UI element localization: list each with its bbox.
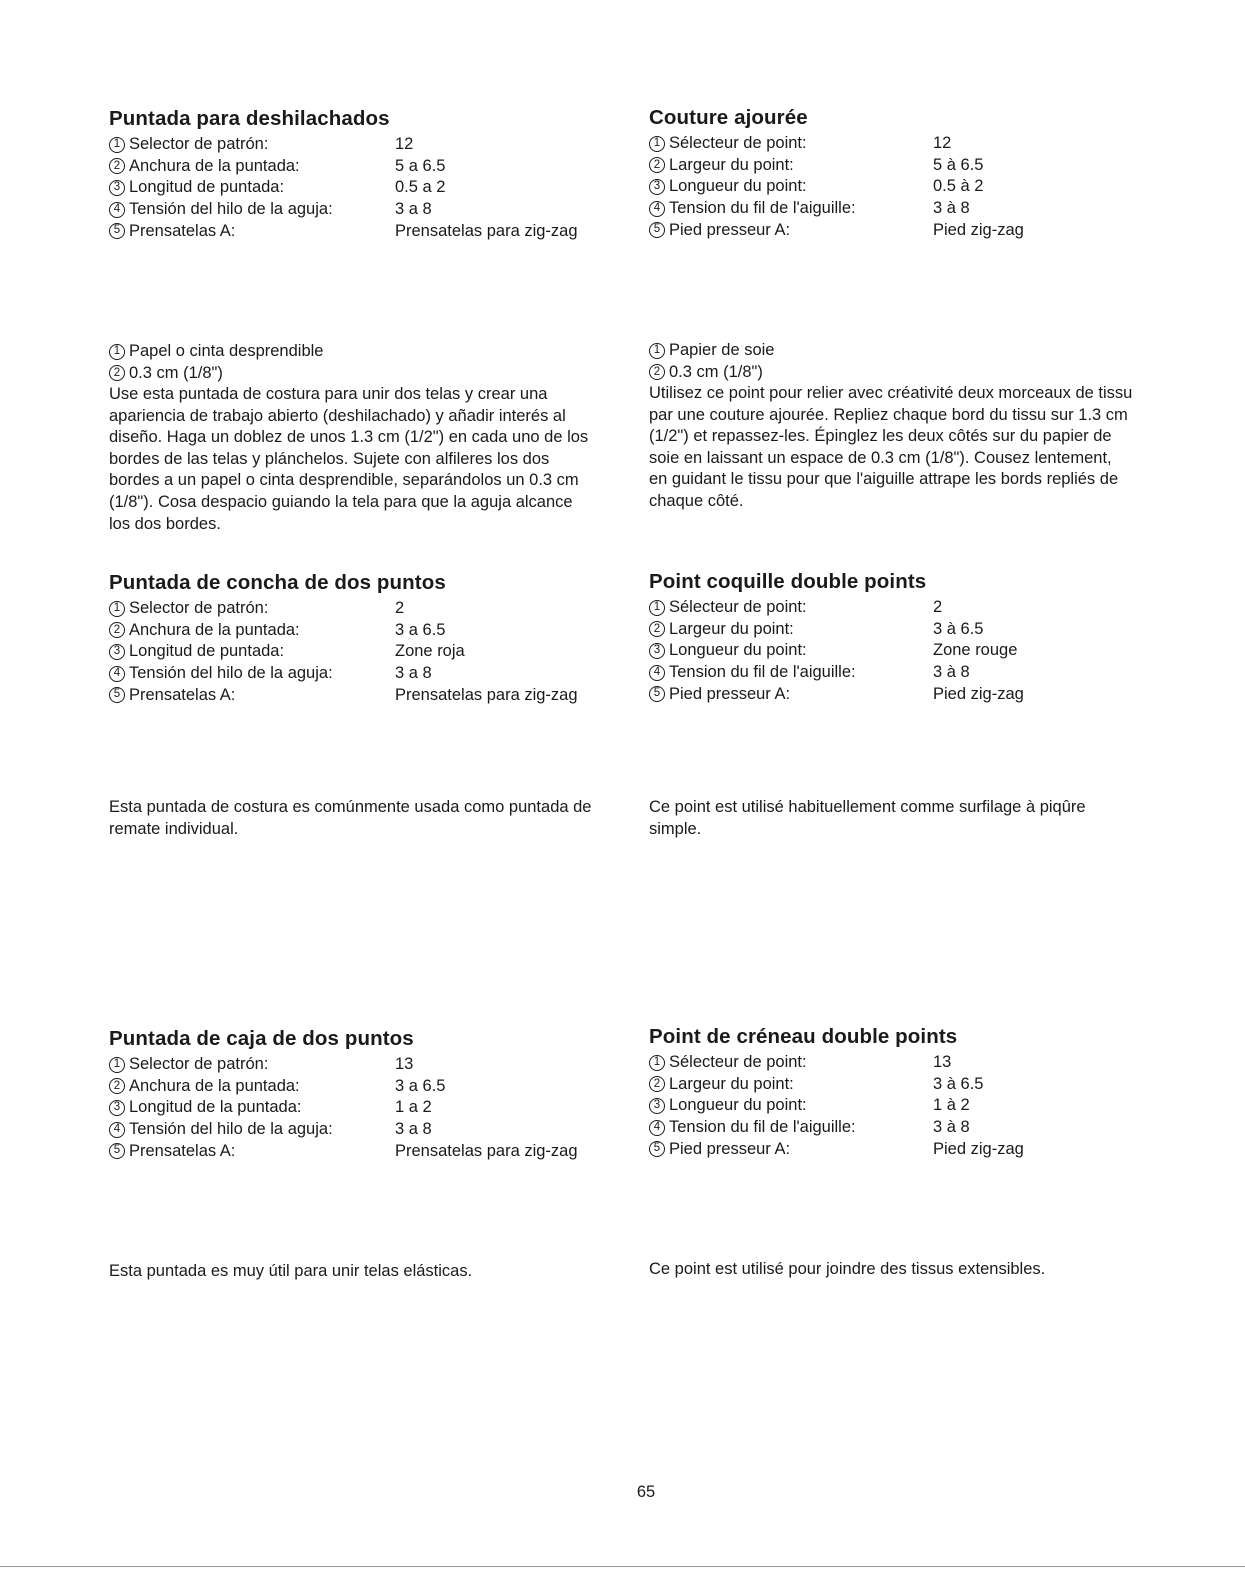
number-4-icon: 4 <box>109 666 125 682</box>
number-3-icon: 3 <box>649 643 665 659</box>
part-row: 2 0.3 cm (1/8") <box>649 362 1189 384</box>
part-row: 1 Papel o cinta desprendible <box>109 341 639 363</box>
setting-row: 1 Sélecteur de point: 12 <box>649 133 1189 155</box>
setting-row: 2 Anchura de la puntada: 5 a 6.5 <box>109 156 639 178</box>
number-2-icon: 2 <box>109 365 125 381</box>
paragraph: Utilisez ce point pour relier avec créativité deux morceaux de tissu par une couture ajourée. Repliez chaque bord du tissu sur 1.3 cm (1/2") et repassez-les. Épinglez les deux côtés sur du papier de soie en laissant un espace de 0.3 cm (1/8"). Cousez lentement, en guidant le tissu pour que l'aiguille attrape les bords repliés de chaque côté. <box>649 384 1133 510</box>
setting-row: 3 Longueur du point: Zone rouge <box>649 640 1189 662</box>
number-1-icon: 1 <box>109 1057 125 1073</box>
setting-row: 1 Selector de patrón: 2 <box>109 598 639 620</box>
settings-list <box>649 597 1189 705</box>
number-1-icon: 1 <box>649 343 665 359</box>
setting-row: 4 Tension du fil de l'aiguille: 3 à 8 <box>649 1117 1189 1139</box>
number-2-icon: 2 <box>649 364 665 380</box>
paragraph: Esta puntada es muy útil para unir telas elásticas. <box>109 1262 473 1280</box>
number-5-icon: 5 <box>649 686 665 702</box>
description-es-1 <box>109 341 639 535</box>
section-es-2 <box>109 571 639 706</box>
settings-list <box>649 1052 1189 1160</box>
setting-row: 2 Largeur du point: 5 à 6.5 <box>649 155 1189 177</box>
setting-row: 5 Prensatelas A: Prensatelas para zig-zag <box>109 1140 639 1162</box>
description-fr-3 <box>649 1259 1189 1281</box>
number-2-icon: 2 <box>649 1076 665 1092</box>
number-1-icon: 1 <box>649 136 665 152</box>
number-4-icon: 4 <box>109 202 125 218</box>
part-row: 1 Papier de soie <box>649 340 1189 362</box>
setting-row: 3 Longitud de puntada: 0.5 a 2 <box>109 177 639 199</box>
paragraph: Esta puntada de costura es comúnmente usada como puntada de remate individual. <box>109 798 592 838</box>
setting-row: 1 Sélecteur de point: 2 <box>649 597 1189 619</box>
number-2-icon: 2 <box>109 622 125 638</box>
setting-row: 4 Tensión del hilo de la aguja: 3 a 8 <box>109 1119 639 1141</box>
description-es-2 <box>109 797 639 840</box>
setting-row: 5 Prensatelas A: Prensatelas para zig-zag <box>109 684 639 706</box>
number-5-icon: 5 <box>109 1143 125 1159</box>
section-title: Point coquille double points <box>649 570 927 593</box>
part-row: 2 0.3 cm (1/8") <box>109 363 639 385</box>
paragraph: Ce point est utilisé habituellement comme surfilage à piqûre simple. <box>649 798 1086 838</box>
setting-row: 2 Largeur du point: 3 à 6.5 <box>649 619 1189 641</box>
setting-row: 3 Longitud de puntada: Zone roja <box>109 641 639 663</box>
settings-list <box>649 133 1189 241</box>
number-1-icon: 1 <box>649 600 665 616</box>
description-es-3 <box>109 1261 639 1283</box>
setting-row: 4 Tension du fil de l'aiguille: 3 à 8 <box>649 662 1189 684</box>
setting-row: 2 Largeur du point: 3 à 6.5 <box>649 1074 1189 1096</box>
number-4-icon: 4 <box>649 1120 665 1136</box>
setting-row: 3 Longitud de la puntada: 1 a 2 <box>109 1097 639 1119</box>
section-title: Couture ajourée <box>649 106 808 129</box>
number-5-icon: 5 <box>649 222 665 238</box>
page-bottom-rule <box>0 1566 1245 1567</box>
number-1-icon: 1 <box>109 601 125 617</box>
setting-row: 4 Tension du fil de l'aiguille: 3 à 8 <box>649 198 1189 220</box>
number-2-icon: 2 <box>109 158 125 174</box>
section-title: Puntada de concha de dos puntos <box>109 571 446 594</box>
section-es-3 <box>109 1027 639 1162</box>
setting-row: 1 Selector de patrón: 12 <box>109 134 639 156</box>
setting-row: 5 Prensatelas A: Prensatelas para zig-zag <box>109 220 639 242</box>
number-1-icon: 1 <box>109 137 125 153</box>
section-title: Puntada para deshilachados <box>109 107 390 130</box>
setting-row: 5 Pied presseur A: Pied zig-zag <box>649 219 1189 241</box>
number-5-icon: 5 <box>109 223 125 239</box>
settings-list <box>109 1054 639 1162</box>
section-title: Point de créneau double points <box>649 1025 958 1048</box>
number-3-icon: 3 <box>109 644 125 660</box>
section-es-1 <box>109 107 639 242</box>
paragraph: Ce point est utilisé pour joindre des tissus extensibles. <box>649 1260 1046 1278</box>
description-fr-2 <box>649 797 1189 840</box>
settings-list <box>109 598 639 706</box>
number-1-icon: 1 <box>649 1055 665 1071</box>
number-2-icon: 2 <box>109 1078 125 1094</box>
setting-row: 2 Anchura de la puntada: 3 a 6.5 <box>109 1076 639 1098</box>
number-4-icon: 4 <box>109 1122 125 1138</box>
number-2-icon: 2 <box>649 621 665 637</box>
setting-row: 3 Longueur du point: 1 à 2 <box>649 1095 1189 1117</box>
setting-row: 5 Pied presseur A: Pied zig-zag <box>649 1138 1189 1160</box>
section-fr-1 <box>649 106 1189 241</box>
description-fr-1 <box>649 340 1189 513</box>
section-fr-3 <box>649 1025 1189 1160</box>
setting-row: 4 Tensión del hilo de la aguja: 3 a 8 <box>109 663 639 685</box>
section-title: Puntada de caja de dos puntos <box>109 1027 414 1050</box>
section-fr-2 <box>649 570 1189 705</box>
number-4-icon: 4 <box>649 201 665 217</box>
setting-row: 5 Pied presseur A: Pied zig-zag <box>649 683 1189 705</box>
page-number: 65 <box>636 1483 656 1501</box>
number-3-icon: 3 <box>649 1098 665 1114</box>
settings-list <box>109 134 639 242</box>
setting-row: 4 Tensión del hilo de la aguja: 3 a 8 <box>109 199 639 221</box>
number-4-icon: 4 <box>649 665 665 681</box>
setting-row: 2 Anchura de la puntada: 3 a 6.5 <box>109 620 639 642</box>
setting-row: 1 Selector de patrón: 13 <box>109 1054 639 1076</box>
number-3-icon: 3 <box>649 179 665 195</box>
number-3-icon: 3 <box>109 1100 125 1116</box>
number-5-icon: 5 <box>649 1141 665 1157</box>
number-3-icon: 3 <box>109 180 125 196</box>
setting-row: 3 Longueur du point: 0.5 à 2 <box>649 176 1189 198</box>
number-5-icon: 5 <box>109 687 125 703</box>
number-1-icon: 1 <box>109 344 125 360</box>
paragraph: Use esta puntada de costura para unir dos telas y crear una apariencia de trabajo abierto (deshilachado) y añadir interés al diseño. Haga un doblez de unos 1.3 cm (1/2") en cada uno de los bordes de las telas y plánchelos. Sujete con alfileres los dos bordes a un papel o cinta desprendible, separándolos un 0.3 cm (1/8"). Cosa despacio guiando la tela para que la aguja alcance los dos bordes. <box>109 385 589 533</box>
number-2-icon: 2 <box>649 157 665 173</box>
setting-row: 1 Sélecteur de point: 13 <box>649 1052 1189 1074</box>
